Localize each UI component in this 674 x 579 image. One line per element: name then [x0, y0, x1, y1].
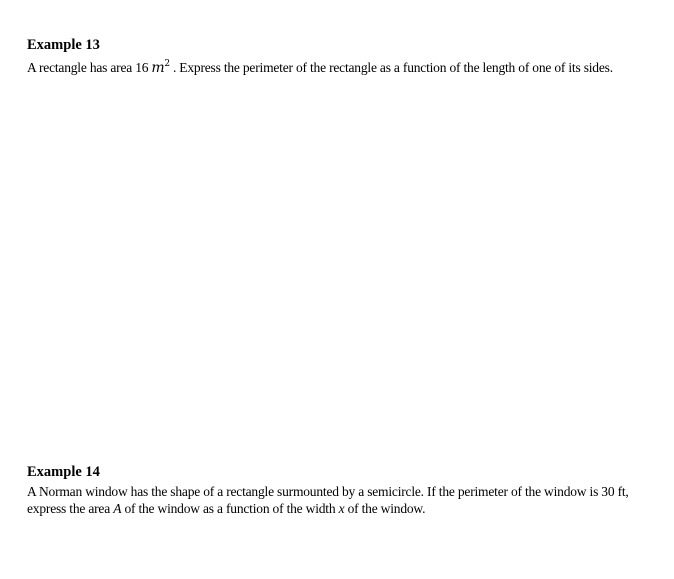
example-14-text-part1: A Norman window has the shape of a rectangle surmounted by a semicircle. If the perimeter of the window is 30 ft, express the area	[27, 484, 629, 516]
example-13	[27, 36, 657, 77]
example-13-text	[27, 56, 657, 77]
example-14-text-part2: of the window as a function of the width	[124, 501, 336, 516]
example-14-text-part3: of the window.	[347, 501, 426, 516]
example-14-heading: Example 14	[27, 464, 100, 480]
example-13-text-before: A rectangle has area 16	[27, 60, 149, 75]
example-14-text	[27, 483, 657, 517]
example-14	[27, 463, 657, 517]
area-variable: A	[113, 501, 122, 516]
area-unit	[151, 60, 170, 76]
example-13-text-after: . Express the perimeter of the rectangle as a function of the length of one of its sides.	[172, 60, 613, 75]
area-unit-base: m	[151, 60, 165, 76]
width-variable: x	[338, 501, 345, 516]
example-13-heading: Example 13	[27, 37, 100, 53]
area-unit-exponent: 2	[164, 59, 170, 69]
